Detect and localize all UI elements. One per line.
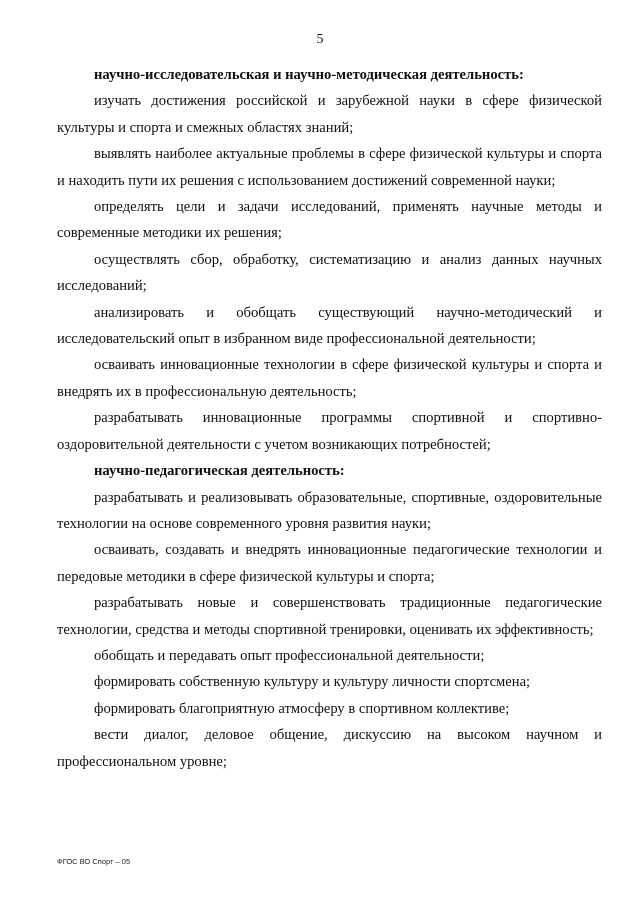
paragraph: формировать благоприятную атмосферу в спортивном коллективе; [94, 700, 510, 717]
paragraph: разрабатывать инновационные программы спортивной и спортивно-оздоровительной деятельности с учетом возникающих потребностей; [57, 410, 602, 453]
paragraph: формировать собственную культуру и культуру личности спортсмена; [94, 674, 531, 691]
paragraph: изучать достижения российской и зарубежной науки в сфере физической культуры и спорта и смежных областях знаний; [57, 93, 602, 136]
paragraph: разрабатывать и реализовывать образовательные, спортивные, оздоровительные технологии на основе современного уровня развития науки; [57, 489, 602, 532]
paragraph: осуществлять сбор, обработку, систематизацию и анализ данных научных исследований; [57, 251, 602, 295]
section-heading: научно-исследовательская и научно-методическая деятельность: [94, 67, 524, 83]
section-heading: научно-педагогическая деятельность: [94, 463, 345, 480]
document-body [57, 62, 602, 775]
paragraph: обобщать и передавать опыт профессиональной деятельности; [94, 647, 485, 664]
paragraph: анализировать и обобщать существующий научно-методический и исследовательский опыт в избранном виде профессиональной деятельности; [57, 304, 602, 348]
paragraph: определять цели и задачи исследований, применять научные методы и современные методики их решения; [57, 199, 602, 242]
page-number: 5 [316, 32, 324, 47]
paragraph: разрабатывать новые и совершенствовать традиционные педагогические технологии, средства и методы спортивной тренировки, оценивать их эффективность; [57, 595, 602, 638]
paragraph: вести диалог, деловое общение, дискуссию на высоком научном и профессиональном уровне; [57, 727, 602, 770]
paragraph: осваивать инновационные технологии в сфере физической культуры и спорта и внедрять их в профессиональную деятельность; [57, 357, 602, 400]
paragraph: осваивать, создавать и внедрять инновационные педагогические технологии и передовые методики в сфере физической культуры и спорта; [57, 542, 602, 585]
paragraph: выявлять наиболее актуальные проблемы в сфере физической культуры и спорта и находить пути их решения с использованием достижений современной науки; [57, 146, 602, 189]
document-footer: ФГОС ВО Спорт – 05 [57, 857, 131, 866]
